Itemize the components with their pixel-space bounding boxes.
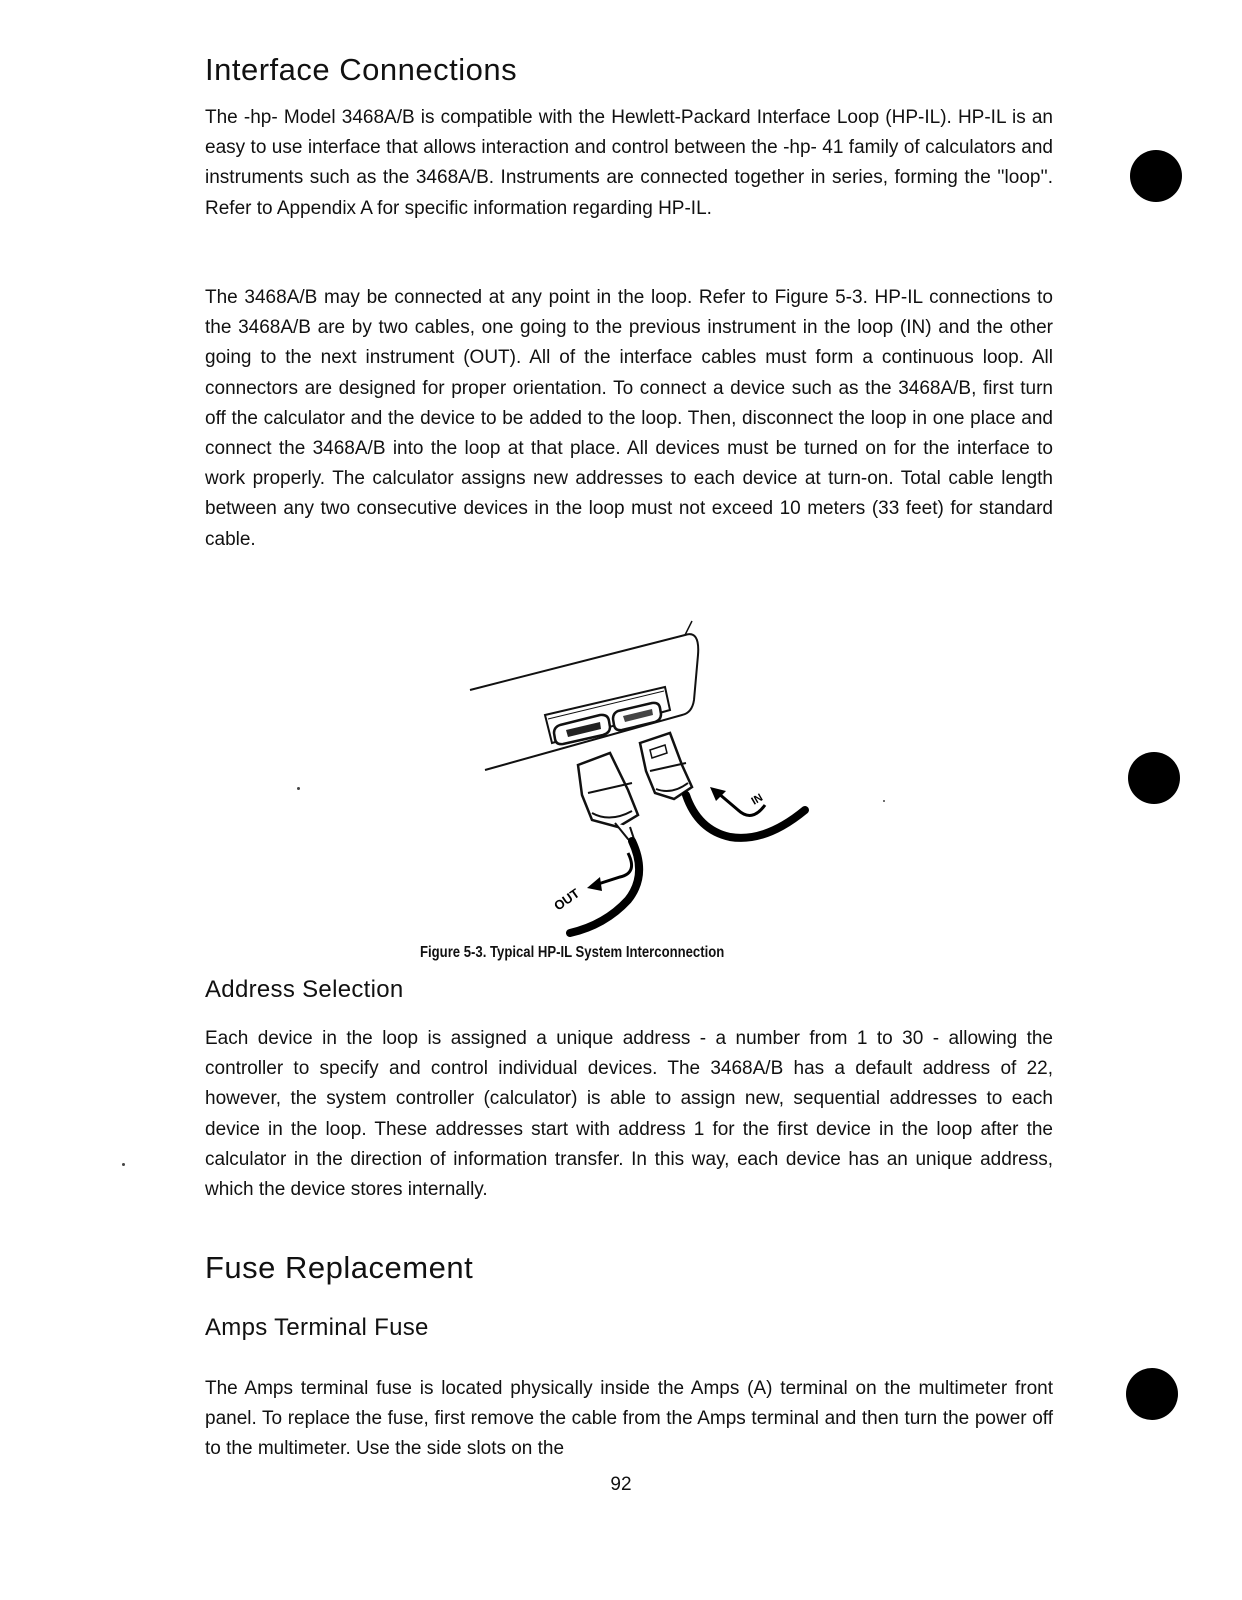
heading-interface-connections: Interface Connections <box>205 52 518 87</box>
paragraph-loop-connections: The 3468A/B may be connected at any point in the loop. Refer to Figure 5-3. HP-IL connections to the 3468A/B are by two cables, one going to the previous instrument in the loop (IN) and the other going to the next instrument (OUT). All of the interface cables must form a continuous loop. All connectors are designed for proper orientation. To connect a device such as the 3468A/B, first turn off the calculator and the device to be added to the loop. Then, disconnect the loop in one place and connect the 3468A/B into the loop at that place. All devices must be turned on for the interface to work properly. The calculator assigns new addresses to each device at turn-on. Total cable length between any two consecutive devices in the loop must not exceed 10 meters (33 feet) for standard cable. <box>205 287 1053 550</box>
paragraph-amps-terminal-fuse: The Amps terminal fuse is located physically inside the Amps (A) terminal on the multimeter front panel. To replace the fuse, first remove the cable from the Amps terminal and then turn the power off to the multimeter. Use the side slots on the <box>205 1378 1053 1460</box>
binder-hole <box>1128 752 1180 804</box>
heading-fuse-replacement: Fuse Replacement <box>205 1250 474 1285</box>
out-label: OUT <box>551 885 583 914</box>
scan-speck <box>122 1163 125 1166</box>
paragraph-address-selection: Each device in the loop is assigned a unique address - a number from 1 to 30 - allowing the controller to specify and control individual devices. The 3468A/B has a default address of 22, however, the system controller (calculator) is able to assign new, sequential addresses to each device in the loop. These addresses start with address 1 for the first device in the loop after the calculator in the direction of information transfer. In this way, each device has an unique address, which the device stores internally. <box>205 1028 1053 1201</box>
page-number: 92 <box>610 1474 632 1495</box>
out-cable-plug <box>570 753 639 933</box>
paragraph-hpil-compatibility: The -hp- Model 3468A/B is compatible with the Hewlett-Packard Interface Loop (HP-IL). HP-IL is an easy to use interface that allows interaction and control between the -hp- 41 family of calculators and instruments such as the 3468A/B. Instruments are connected together in series, forming the ''loop''. Refer to Appendix A for specific information regarding HP-IL. <box>205 107 1053 219</box>
hpil-interconnection-figure <box>460 615 820 945</box>
out-arrow-icon <box>587 853 632 891</box>
in-label: IN <box>749 791 766 808</box>
scan-speck <box>297 787 300 790</box>
heading-amps-terminal-fuse: Amps Terminal Fuse <box>205 1314 429 1341</box>
binder-hole <box>1126 1368 1178 1420</box>
scan-speck <box>883 800 885 802</box>
in-cable-plug <box>640 733 805 838</box>
binder-hole <box>1130 150 1182 202</box>
figure-caption: Figure 5-3. Typical HP-IL System Interconnection <box>420 944 725 961</box>
heading-address-selection: Address Selection <box>205 976 404 1003</box>
